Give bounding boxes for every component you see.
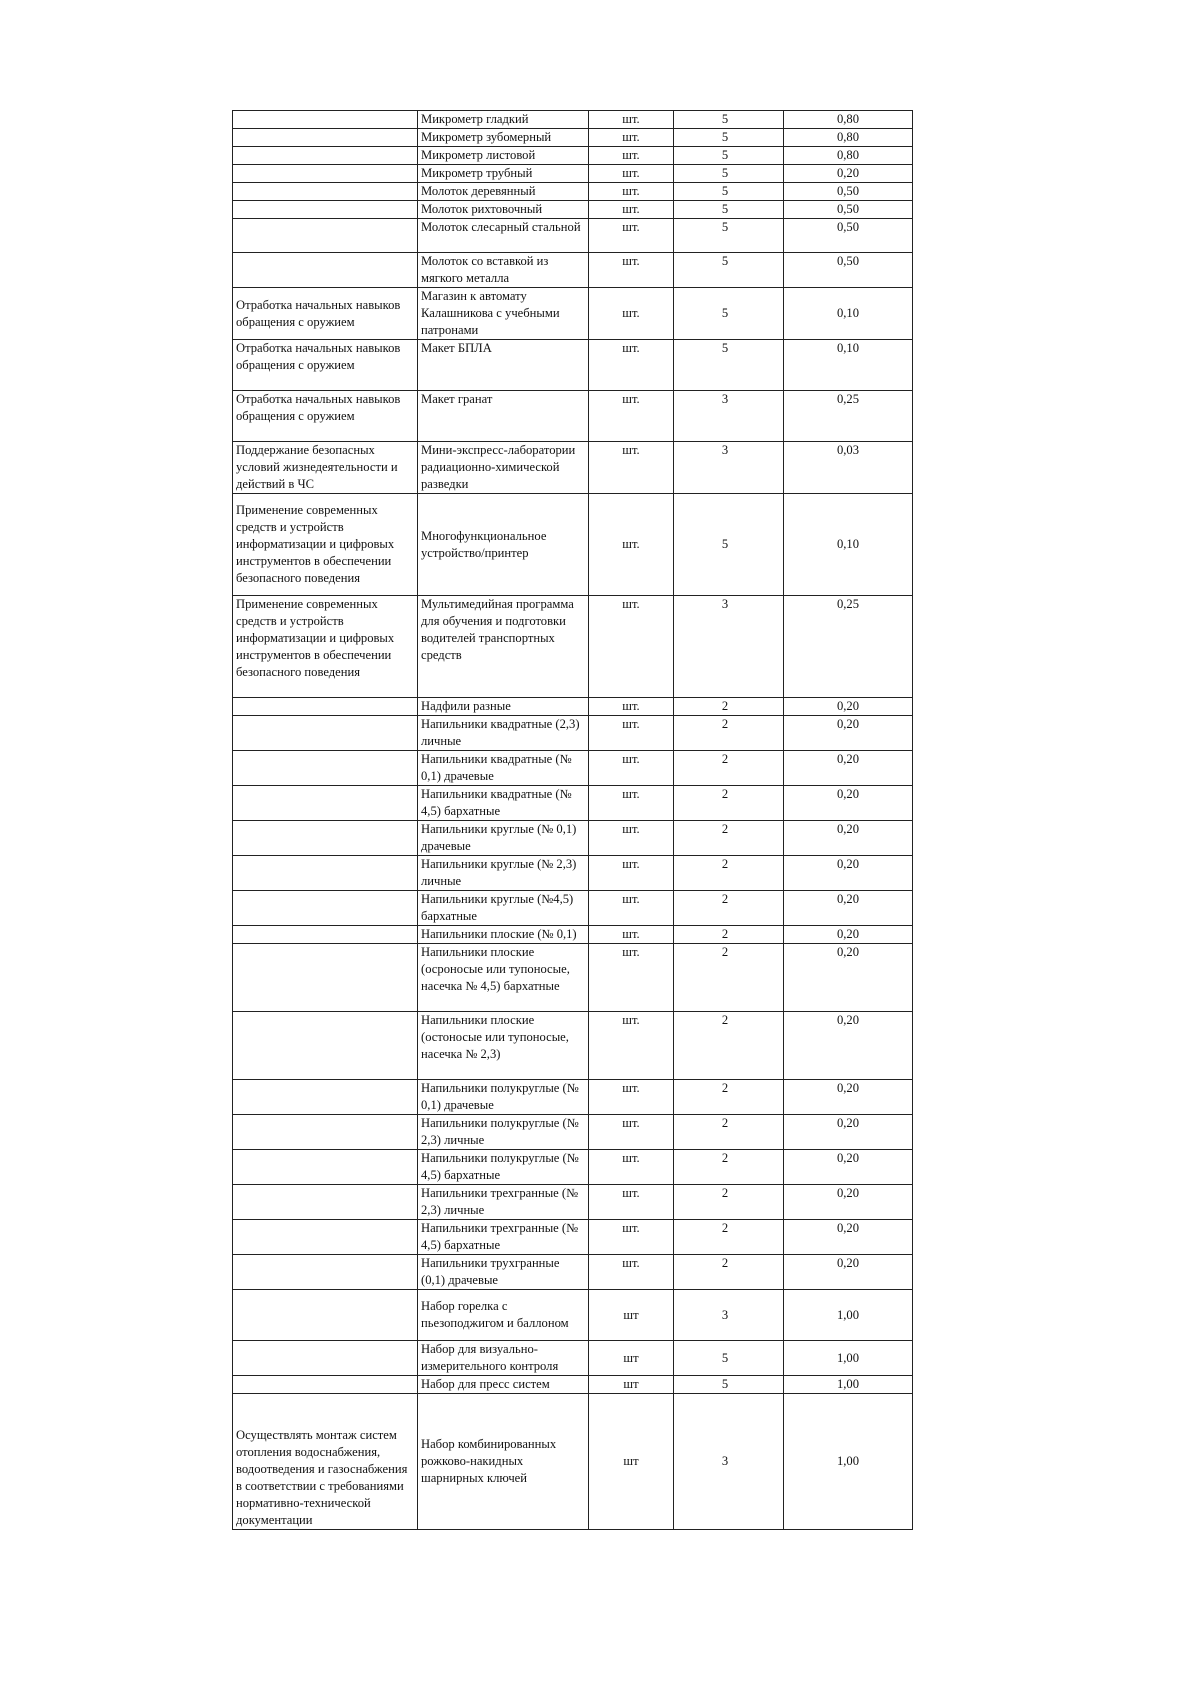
value-cell: 1,00 [784,1394,913,1530]
item-cell: Набор комбинированных рожково-накидных шарнирных ключей [418,1394,589,1530]
topic-cell [233,891,418,926]
qty-cell: 5 [674,165,784,183]
qty-cell: 2 [674,1115,784,1150]
value-cell: 0,10 [784,340,913,391]
item-cell: Напильники круглые (№ 0,1) драчевые [418,821,589,856]
unit-cell: шт. [589,1255,674,1290]
item-cell: Напильники квадратные (№ 4,5) бархатные [418,786,589,821]
value-cell: 0,20 [784,891,913,926]
item-cell: Молоток рихтовочный [418,201,589,219]
topic-cell [233,1220,418,1255]
unit-cell: шт. [589,129,674,147]
unit-cell: шт. [589,698,674,716]
unit-cell: шт. [589,183,674,201]
item-cell: Напильники квадратные (2,3) личные [418,716,589,751]
value-cell: 0,20 [784,786,913,821]
table-row [233,751,913,786]
unit-cell: шт. [589,288,674,340]
topic-cell: Осуществлять монтаж систем отопления водоснабжения, водоотведения и газоснабжения в соответствии с требованиями нормативно-технической документации [233,1394,418,1530]
item-cell: Молоток слесарный стальной [418,219,589,253]
table-row [233,1012,913,1080]
qty-cell: 2 [674,856,784,891]
unit-cell: шт [589,1290,674,1341]
item-cell: Микрометр зубомерный [418,129,589,147]
value-cell: 0,20 [784,716,913,751]
item-cell: Напильники круглые (№4,5) бархатные [418,891,589,926]
qty-cell: 3 [674,596,784,698]
unit-cell: шт. [589,596,674,698]
qty-cell: 2 [674,1080,784,1115]
qty-cell: 5 [674,129,784,147]
table-row [233,147,913,165]
topic-cell: Отработка начальных навыков обращения с оружием [233,340,418,391]
value-cell: 0,50 [784,253,913,288]
item-cell: Микрометр трубный [418,165,589,183]
item-cell: Магазин к автомату Калашникова с учебными патронами [418,288,589,340]
value-cell: 0,20 [784,1255,913,1290]
table-row [233,219,913,253]
unit-cell: шт. [589,1150,674,1185]
table-row [233,1220,913,1255]
value-cell: 0,50 [784,183,913,201]
topic-cell [233,944,418,1012]
value-cell: 0,20 [784,944,913,1012]
topic-cell [233,1341,418,1376]
topic-cell [233,147,418,165]
table-row [233,891,913,926]
item-cell: Напильники плоские (остоносые или тупоносые, насечка № 2,3) [418,1012,589,1080]
unit-cell: шт. [589,786,674,821]
unit-cell: шт. [589,751,674,786]
qty-cell: 2 [674,821,784,856]
qty-cell: 5 [674,253,784,288]
item-cell: Напильники полукруглые (№ 2,3) личные [418,1115,589,1150]
unit-cell: шт. [589,944,674,1012]
unit-cell: шт. [589,821,674,856]
unit-cell: шт. [589,1012,674,1080]
item-cell: Молоток со вставкой из мягкого металла [418,253,589,288]
value-cell: 1,00 [784,1290,913,1341]
value-cell: 0,10 [784,288,913,340]
item-cell: Мини-экспресс-лаборатории радиационно-химической разведки [418,442,589,494]
item-cell: Многофункциональное устройство/принтер [418,494,589,596]
qty-cell: 5 [674,219,784,253]
topic-cell [233,129,418,147]
table-row [233,165,913,183]
table-row [233,698,913,716]
topic-cell [233,821,418,856]
qty-cell: 5 [674,1376,784,1394]
topic-cell [233,751,418,786]
item-cell: Напильники квадратные (№ 0,1) драчевые [418,751,589,786]
value-cell: 0,20 [784,1012,913,1080]
value-cell: 0,10 [784,494,913,596]
unit-cell: шт. [589,165,674,183]
unit-cell: шт. [589,926,674,944]
value-cell: 0,20 [784,165,913,183]
topic-cell [233,1150,418,1185]
qty-cell: 5 [674,494,784,596]
value-cell: 0,80 [784,111,913,129]
unit-cell: шт. [589,1115,674,1150]
value-cell: 0,20 [784,926,913,944]
table-row [233,1290,913,1341]
topic-cell [233,926,418,944]
value-cell: 0,20 [784,856,913,891]
qty-cell: 2 [674,698,784,716]
table-row [233,111,913,129]
topic-cell [233,786,418,821]
topic-cell [233,856,418,891]
topic-cell [233,698,418,716]
topic-cell: Применение современных средств и устройств информатизации и цифровых инструментов в обеспечении безопасного поведения [233,596,418,698]
table-row [233,1115,913,1150]
qty-cell: 5 [674,201,784,219]
table-row [233,129,913,147]
unit-cell: шт. [589,147,674,165]
qty-cell: 2 [674,716,784,751]
qty-cell: 2 [674,751,784,786]
value-cell: 0,20 [784,1080,913,1115]
item-cell: Напильники трехгранные (№ 2,3) личные [418,1185,589,1220]
unit-cell: шт. [589,856,674,891]
value-cell: 0,20 [784,1185,913,1220]
unit-cell: шт. [589,891,674,926]
topic-cell [233,716,418,751]
value-cell: 0,20 [784,698,913,716]
equipment-table [232,110,913,1530]
table-row [233,1185,913,1220]
equipment-table-body [233,111,913,1530]
unit-cell: шт. [589,340,674,391]
item-cell: Набор горелка с пьезоподжигом и баллоном [418,1290,589,1341]
topic-cell [233,165,418,183]
qty-cell: 5 [674,147,784,165]
qty-cell: 3 [674,1394,784,1530]
qty-cell: 5 [674,1341,784,1376]
unit-cell: шт. [589,494,674,596]
table-row [233,288,913,340]
item-cell: Микрометр листовой [418,147,589,165]
value-cell: 0,03 [784,442,913,494]
value-cell: 0,20 [784,1115,913,1150]
table-row [233,926,913,944]
item-cell: Напильники полукруглые (№ 0,1) драчевые [418,1080,589,1115]
table-row [233,201,913,219]
unit-cell: шт [589,1394,674,1530]
qty-cell: 5 [674,183,784,201]
item-cell: Набор для визуально-измерительного контроля [418,1341,589,1376]
table-row [233,340,913,391]
unit-cell: шт. [589,391,674,442]
qty-cell: 2 [674,891,784,926]
table-row [233,494,913,596]
table-row [233,253,913,288]
qty-cell: 3 [674,442,784,494]
topic-cell [233,1290,418,1341]
item-cell: Микрометр гладкий [418,111,589,129]
item-cell: Напильники полукруглые (№ 4,5) бархатные [418,1150,589,1185]
value-cell: 0,80 [784,147,913,165]
topic-cell [233,201,418,219]
value-cell: 0,25 [784,391,913,442]
topic-cell: Отработка начальных навыков обращения с оружием [233,288,418,340]
unit-cell: шт [589,1376,674,1394]
qty-cell: 2 [674,944,784,1012]
unit-cell: шт. [589,111,674,129]
qty-cell: 2 [674,1185,784,1220]
table-row [233,1341,913,1376]
item-cell: Макет гранат [418,391,589,442]
qty-cell: 3 [674,1290,784,1341]
value-cell: 0,50 [784,201,913,219]
item-cell: Набор для пресс систем [418,1376,589,1394]
item-cell: Напильники трухгранные (0,1) драчевые [418,1255,589,1290]
topic-cell [233,1080,418,1115]
table-row [233,1394,913,1530]
unit-cell: шт. [589,442,674,494]
qty-cell: 3 [674,391,784,442]
topic-cell [233,1115,418,1150]
topic-cell [233,1255,418,1290]
table-row [233,786,913,821]
value-cell: 1,00 [784,1376,913,1394]
table-row [233,1150,913,1185]
unit-cell: шт. [589,1185,674,1220]
qty-cell: 5 [674,111,784,129]
value-cell: 0,20 [784,1220,913,1255]
table-row [233,716,913,751]
qty-cell: 2 [674,1255,784,1290]
unit-cell: шт. [589,201,674,219]
value-cell: 0,50 [784,219,913,253]
table-row [233,1376,913,1394]
qty-cell: 2 [674,786,784,821]
value-cell: 0,20 [784,751,913,786]
table-row [233,821,913,856]
qty-cell: 2 [674,926,784,944]
topic-cell [233,253,418,288]
value-cell: 0,20 [784,821,913,856]
item-cell: Напильники круглые (№ 2,3) личные [418,856,589,891]
table-row [233,856,913,891]
unit-cell: шт. [589,253,674,288]
value-cell: 1,00 [784,1341,913,1376]
topic-cell [233,1185,418,1220]
qty-cell: 2 [674,1012,784,1080]
item-cell: Молоток деревянный [418,183,589,201]
unit-cell: шт. [589,716,674,751]
unit-cell: шт. [589,1080,674,1115]
table-row [233,391,913,442]
item-cell: Напильники трехгранные (№ 4,5) бархатные [418,1220,589,1255]
item-cell: Мультимедийная программа для обучения и подготовки водителей транспортных средств [418,596,589,698]
table-row [233,1080,913,1115]
topic-cell [233,1376,418,1394]
table-row [233,442,913,494]
unit-cell: шт. [589,219,674,253]
topic-cell [233,183,418,201]
table-row [233,596,913,698]
topic-cell: Применение современных средств и устройств информатизации и цифровых инструментов в обеспечении безопасного поведения [233,494,418,596]
topic-cell [233,111,418,129]
topic-cell: Поддержание безопасных условий жизнедеятельности и действий в ЧС [233,442,418,494]
qty-cell: 2 [674,1220,784,1255]
unit-cell: шт. [589,1220,674,1255]
unit-cell: шт [589,1341,674,1376]
qty-cell: 5 [674,340,784,391]
item-cell: Напильники плоские (осроносые или тупоносые, насечка № 4,5) бархатные [418,944,589,1012]
topic-cell [233,1012,418,1080]
topic-cell [233,219,418,253]
topic-cell: Отработка начальных навыков обращения с оружием [233,391,418,442]
item-cell: Макет БПЛА [418,340,589,391]
item-cell: Напильники плоские (№ 0,1) [418,926,589,944]
table-row [233,183,913,201]
item-cell: Надфили разные [418,698,589,716]
value-cell: 0,25 [784,596,913,698]
value-cell: 0,20 [784,1150,913,1185]
table-row [233,944,913,1012]
value-cell: 0,80 [784,129,913,147]
qty-cell: 2 [674,1150,784,1185]
table-row [233,1255,913,1290]
qty-cell: 5 [674,288,784,340]
